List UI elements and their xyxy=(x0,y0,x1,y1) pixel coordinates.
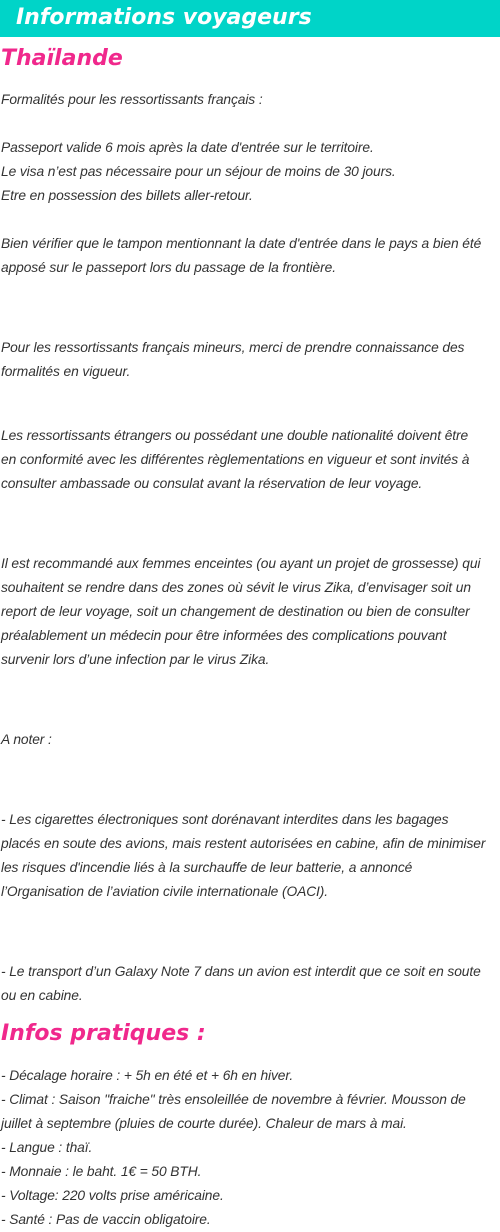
paragraph-line: préalablement un médecin pour être informées des complications pouvant xyxy=(1,628,447,643)
infos-pratiques-list xyxy=(1,1064,500,1232)
minors-paragraph xyxy=(1,336,500,384)
formalities-intro-text: Formalités pour les ressortissants français : xyxy=(1,92,263,107)
a-noter-label xyxy=(1,728,500,752)
paragraph-line: apposé sur le passeport lors du passage de la frontière. xyxy=(1,260,336,275)
paragraph-line: consulter ambassade ou consulat avant la réservation de leur voyage. xyxy=(1,476,423,491)
formalities-intro xyxy=(1,88,500,112)
paragraph-line: - Les cigarettes électroniques sont dorénavant interdites dans les bagages xyxy=(1,812,449,827)
stamp-paragraph xyxy=(1,232,500,280)
paragraph-line: ou en cabine. xyxy=(1,988,83,1003)
paragraph-line: placés en soute des avions, mais restent autorisées en cabine, afin de minimiser xyxy=(1,836,486,851)
requirement-line: Etre en possession des billets aller-retour. xyxy=(1,188,253,203)
zika-paragraph xyxy=(1,552,500,672)
page-title: Informations voyageurs xyxy=(16,5,312,30)
galaxy-paragraph xyxy=(1,960,500,1008)
paragraph-line: report de leur voyage, soit un changement de destination ou bien de consulter xyxy=(1,604,470,619)
paragraph-line: en conformité avec les différentes règlementations en vigueur et sont invités à xyxy=(1,452,470,467)
paragraph-line: Il est recommandé aux femmes enceintes (ou ayant un projet de grossesse) qui xyxy=(1,556,481,571)
paragraph-line: Pour les ressortissants français mineurs, merci de prendre connaissance des xyxy=(1,340,465,355)
requirement-line: Le visa n’est pas nécessaire pour un séjour de moins de 30 jours. xyxy=(1,164,396,179)
info-line: - Santé : Pas de vaccin obligatoire. xyxy=(1,1212,211,1227)
section-title-infos-pratiques: Infos pratiques : xyxy=(1,1021,206,1046)
requirements-paragraph xyxy=(1,136,500,208)
requirement-line: Passeport valide 6 mois après la date d'entrée sur le territoire. xyxy=(1,140,374,155)
paragraph-line: l’Organisation de l’aviation civile internationale (OACI). xyxy=(1,884,329,899)
header-bar xyxy=(0,0,500,37)
info-line: - Voltage: 220 volts prise américaine. xyxy=(1,1188,224,1203)
section-title-thailande: Thaïlande xyxy=(1,46,123,71)
a-noter-text: A noter : xyxy=(1,732,52,747)
info-line: - Décalage horaire : + 5h en été et + 6h en hiver. xyxy=(1,1068,294,1083)
info-line: - Climat : Saison "fraiche" très ensoleillée de novembre à février. Mousson de xyxy=(1,1092,466,1107)
info-line: - Langue : thaï. xyxy=(1,1140,93,1155)
cigarettes-paragraph xyxy=(1,808,500,904)
foreigners-paragraph xyxy=(1,424,500,496)
paragraph-line: Bien vérifier que le tampon mentionnant la date d'entrée dans le pays a bien été xyxy=(1,236,482,251)
paragraph-line: les risques d'incendie liés à la surchauffe de leur batterie, a annoncé xyxy=(1,860,413,875)
info-line: - Monnaie : le baht. 1€ = 50 BTH. xyxy=(1,1164,202,1179)
paragraph-line: survenir lors d’une infection par le virus Zika. xyxy=(1,652,270,667)
paragraph-line: - Le transport d’un Galaxy Note 7 dans un avion est interdit que ce soit en soute xyxy=(1,964,481,979)
info-line: juillet à septembre (pluies de courte durée). Chaleur de mars à mai. xyxy=(1,1116,407,1131)
paragraph-line: souhaitent se rendre dans des zones où sévit le virus Zika, d’envisager soit un xyxy=(1,580,471,595)
paragraph-line: Les ressortissants étrangers ou possédant une double nationalité doivent être xyxy=(1,428,469,443)
paragraph-line: formalités en vigueur. xyxy=(1,364,131,379)
